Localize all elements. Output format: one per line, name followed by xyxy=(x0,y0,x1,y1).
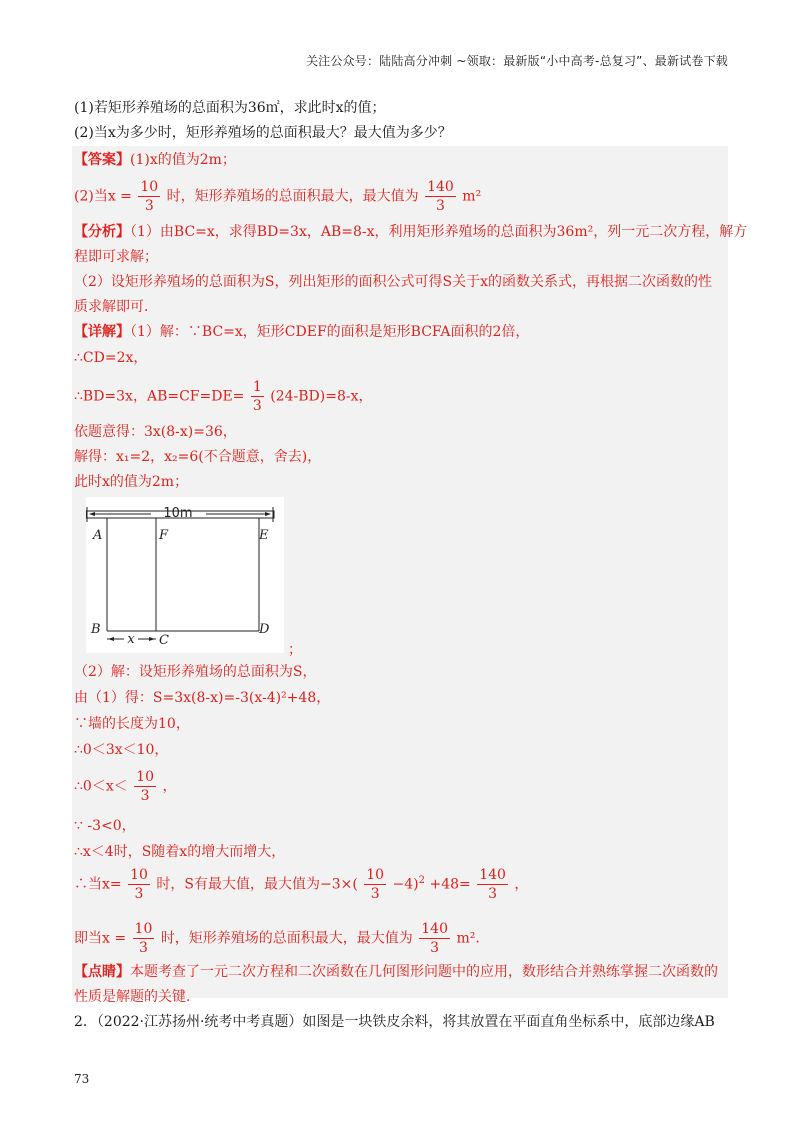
detail-14-mid2: −4) xyxy=(392,876,419,893)
fraction-10-3-c: $\frac{10}{3}$ xyxy=(130,867,148,902)
label-f: F xyxy=(159,528,169,543)
answer-line-1 xyxy=(74,150,236,170)
answer-2-unit: m² xyxy=(462,188,482,205)
analysis-line-1 xyxy=(74,222,747,242)
detail-line-12: ∵ -3<0， xyxy=(74,818,136,834)
fraction-10-3-e: $\frac{10}{3}$ xyxy=(134,921,153,956)
detail-line-13: ∴x＜4时，S随着x的增大而增大， xyxy=(74,844,286,860)
detail-line-11 xyxy=(74,768,176,805)
fraction-140-3-c: $\frac{140}{3}$ xyxy=(421,921,448,956)
question-part-2: (2)当x为多少时，矩形养殖场的总面积最大？最大值为多少？ xyxy=(74,125,452,141)
rectangle-diagram xyxy=(86,497,284,653)
analysis-tag: 【分析】 xyxy=(74,224,130,240)
comment-line-1 xyxy=(74,962,718,982)
detail-line-14 xyxy=(74,866,528,903)
detail-14-pre: ∴当x= xyxy=(74,876,122,893)
detail-15-post: m². xyxy=(456,930,480,947)
label-e: E xyxy=(259,528,269,543)
page-number: 73 xyxy=(74,1072,90,1086)
detail-3-pre: ∴BD=3x，AB=CF=DE= xyxy=(74,388,245,405)
x-arrow-left xyxy=(108,637,114,641)
answer-1: (1)x的值为2m； xyxy=(130,152,236,168)
detail-line-7: （2）解：设矩形养殖场的总面积为S， xyxy=(74,664,317,680)
answer-2-pre: (2)当x = xyxy=(74,188,132,205)
label-d: D xyxy=(259,622,270,637)
detail-15-pre: 即当x = xyxy=(74,930,127,947)
arrowhead-right xyxy=(265,512,271,516)
comment-tag: 【点睛】 xyxy=(74,964,130,980)
answer-2-mid: 时，矩形养殖场的总面积最大，最大值为 xyxy=(166,188,419,205)
diagram-semicolon: ； xyxy=(288,642,302,658)
fraction-10-3-b: $\frac{10}{3}$ xyxy=(136,769,154,804)
answer-line-2 xyxy=(74,178,481,215)
comment-1: 本题考查了一元二次方程和二次函数在几何图形问题中的应用，数形结合并熟练掌握二次函数的 xyxy=(130,964,718,980)
detail-14-post: ， xyxy=(514,876,529,893)
label-c: C xyxy=(159,633,169,648)
next-question: 2．（2022·江苏扬州·统考中考真题）如图是一块铁皮余料，将其放置在平面直角坐标系中，底部边缘AB xyxy=(74,1014,715,1030)
fraction-140-3-b: $\frac{140}{3}$ xyxy=(479,867,506,902)
analysis-line-3: （2）设矩形养殖场的总面积为S，列出矩形的面积公式可得S关于x的函数关系式，再根据二次函数的性 xyxy=(74,274,712,290)
comment-line-2: 性质是解题的关键. xyxy=(74,989,191,1005)
squared-exponent: 2 xyxy=(418,874,426,886)
label-x: x xyxy=(127,632,135,647)
answer-tag: 【答案】 xyxy=(74,152,130,168)
label-a: A xyxy=(93,528,103,543)
fraction-140-3: $\frac{140}{3}$ xyxy=(427,179,454,214)
detail-line-10: ∴0＜3x＜10， xyxy=(74,742,169,758)
analysis-line-4: 质求解即可． xyxy=(74,299,158,315)
fraction-1-3: $\frac{1}{3}$ xyxy=(252,379,262,414)
detail-11-post: ， xyxy=(162,778,177,795)
detail-15-mid: 时，矩形养殖场的总面积最大，最大值为 xyxy=(160,930,413,947)
detail-line-9: ∵墙的长度为10， xyxy=(74,716,190,732)
analysis-1: （1）由BC=x，求得BD=3x，AB=8-x，利用矩形养殖场的总面积为36m²，列一元二次方程，解方 xyxy=(130,224,748,240)
page-header: 关注公众号：陆陆高分冲刺 ~领取：最新版“小中高考-总复习”、最新试卷下载 xyxy=(305,54,728,68)
fraction-10-3: $\frac{10}{3}$ xyxy=(140,179,159,214)
detail-line-8: 由（1）得：S=3x(8-x)=-3(x-4)²+48， xyxy=(74,690,331,706)
analysis-line-2: 程即可求解； xyxy=(74,249,158,265)
detail-line-4: 依题意得：3x(8-x)=36， xyxy=(74,424,237,440)
detail-14-mid: 时，S有最大值，最大值为−3×( xyxy=(156,876,358,893)
x-arrow-right xyxy=(149,637,155,641)
detail-11-pre: ∴0＜x＜ xyxy=(74,778,128,795)
label-b: B xyxy=(91,622,101,637)
fraction-10-3-d: $\frac{10}{3}$ xyxy=(366,867,385,902)
diagram-svg xyxy=(86,497,284,653)
detail-line-5: 解得：x₁=2，x₂=6(不合题意，舍去)， xyxy=(74,449,322,465)
detail-line-6: 此时x的值为2m； xyxy=(74,474,189,490)
detail-line-3 xyxy=(74,378,373,415)
arrowhead-left xyxy=(89,512,95,516)
width-label: 10m xyxy=(163,506,193,521)
detail-tag: 【详解】 xyxy=(74,324,130,340)
detail-line-15 xyxy=(74,920,480,957)
detail-14-mid3: +48= xyxy=(429,876,471,893)
question-part-1: (1)若矩形养殖场的总面积为36㎡，求此时x的值； xyxy=(74,100,386,116)
detail-1: （1）解：∵BC=x，矩形CDEF的面积是矩形BCFA面积的2倍， xyxy=(130,324,530,340)
detail-line-1 xyxy=(74,322,529,342)
detail-line-2: ∴CD=2x， xyxy=(74,350,148,366)
detail-3-post: (24-BD)=8-x， xyxy=(270,388,373,405)
